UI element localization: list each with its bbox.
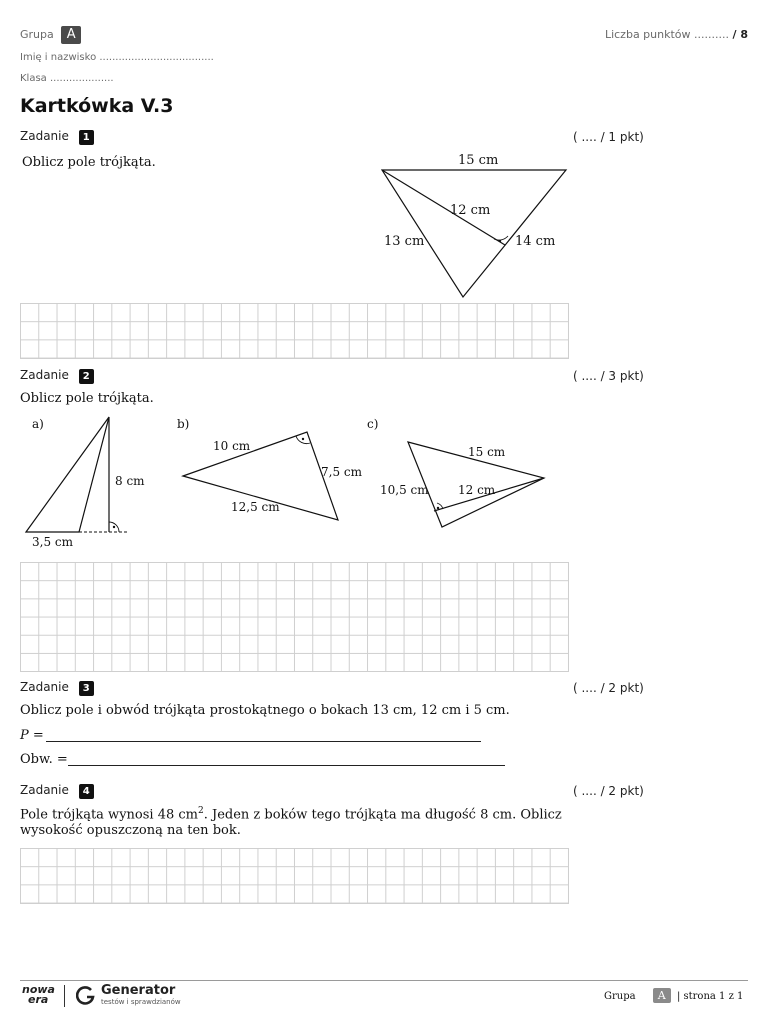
task-4-text-part-b: . Jeden z boków tego trójkąta ma długość 8 cm. Oblicz xyxy=(203,807,562,823)
fig-a-base-label: 3,5 cm xyxy=(32,535,73,549)
task-4-answer-grid[interactable] xyxy=(20,848,569,904)
task-1-answer-grid[interactable] xyxy=(20,303,569,359)
side-top-label: 15 cm xyxy=(458,153,499,168)
fig-a-label: a) xyxy=(32,417,44,431)
task-2-header xyxy=(20,368,94,384)
task-1-points[interactable]: ( .... / 1 pkt) xyxy=(573,130,644,144)
fig-c-side1-label: 15 cm xyxy=(468,445,506,459)
grupa-badge: A xyxy=(61,26,81,44)
task-3-points[interactable]: ( .... / 2 pkt) xyxy=(573,681,644,695)
task-2-answer-grid[interactable] xyxy=(20,562,569,672)
task-3-text: Oblicz pole i obwód trójkąta prostokątnego o bokach 13 cm, 12 cm i 5 cm. xyxy=(20,703,510,718)
side-left-label: 13 cm xyxy=(384,234,425,249)
nowa-era-logo xyxy=(22,985,55,1005)
task-2-text: Oblicz pole trójkąta. xyxy=(20,391,154,406)
fig-c-label: c) xyxy=(367,417,379,431)
name-field[interactable]: Imię i nazwisko .................................... xyxy=(20,52,214,63)
points-label: Liczba punktów .......... xyxy=(604,28,729,41)
generator-subtitle: testów i sprawdzianów xyxy=(101,998,181,1006)
task-2-figures xyxy=(20,412,600,552)
fig-a-triangle xyxy=(26,417,109,532)
footer-grupa-label: Grupa xyxy=(604,991,636,1002)
task-4-superscript: 2 xyxy=(197,806,204,816)
fig-c-side2-label: 10,5 cm xyxy=(380,483,429,497)
task-4-header xyxy=(20,783,94,799)
right-angle-dot xyxy=(499,240,501,242)
fig-b-side2-label: 7,5 cm xyxy=(321,465,362,479)
grupa-row xyxy=(20,26,81,44)
fig-b-label: b) xyxy=(177,417,190,431)
height-label: 12 cm xyxy=(450,203,491,218)
area-label: P = xyxy=(20,728,44,743)
task-3-header xyxy=(20,680,94,696)
perimeter-answer-line[interactable] xyxy=(68,765,505,766)
logo-separator xyxy=(64,985,65,1007)
task-number-badge: 2 xyxy=(79,369,94,384)
generator-logo-icon xyxy=(76,985,96,1005)
fig-a-height-label: 8 cm xyxy=(115,474,145,488)
task-number-badge: 4 xyxy=(79,784,94,799)
grupa-label: Grupa xyxy=(20,28,54,41)
task-number-badge: 3 xyxy=(79,681,94,696)
side-right-label: 14 cm xyxy=(515,234,556,249)
task-4-text-line2: wysokość opuszczoną na ten bok. xyxy=(20,823,241,838)
task-4-text-part-a: Pole trójkąta wynosi 48 cm xyxy=(20,807,198,823)
footer-divider xyxy=(20,980,748,981)
logo-line2: era xyxy=(28,993,49,1006)
points-total: / 8 xyxy=(732,28,748,41)
generator-title: Generator xyxy=(101,983,176,998)
area-answer-line[interactable] xyxy=(46,741,481,742)
logo-line1: nowa xyxy=(22,983,55,996)
footer-page-info xyxy=(604,988,743,1003)
fig-c-side3-label: 12 cm xyxy=(458,483,496,497)
task-label: Zadanie xyxy=(20,680,69,694)
fig-b-side1-label: 10 cm xyxy=(213,439,251,453)
fig-c-right-angle-dot xyxy=(437,507,439,509)
fig-b-side3-label: 12,5 cm xyxy=(231,500,280,514)
points-field[interactable] xyxy=(605,28,748,41)
task-4-text-line1 xyxy=(20,806,562,822)
footer-page-label: | strona 1 z 1 xyxy=(676,991,744,1002)
task-label: Zadanie xyxy=(20,368,69,382)
task-1-text: Oblicz pole trójkąta. xyxy=(22,155,156,170)
generator-brand xyxy=(101,983,181,1006)
task-2-points[interactable]: ( .... / 3 pkt) xyxy=(573,369,644,383)
task-label: Zadanie xyxy=(20,783,69,797)
class-field[interactable]: Klasa .................... xyxy=(20,73,114,84)
task-1-triangle-figure xyxy=(360,148,590,303)
task-1-header xyxy=(20,129,94,145)
task-4-points[interactable]: ( .... / 2 pkt) xyxy=(573,784,644,798)
perimeter-label: Obw. = xyxy=(20,752,68,767)
fig-b-right-angle-dot xyxy=(302,438,304,440)
footer-grupa-badge: A xyxy=(653,988,671,1003)
right-angle-arc xyxy=(494,236,508,240)
task-number-badge: 1 xyxy=(79,130,94,145)
fig-a-right-angle-dot xyxy=(113,526,115,528)
page-title: Kartkówka V.3 xyxy=(20,95,174,117)
task-label: Zadanie xyxy=(20,129,69,143)
